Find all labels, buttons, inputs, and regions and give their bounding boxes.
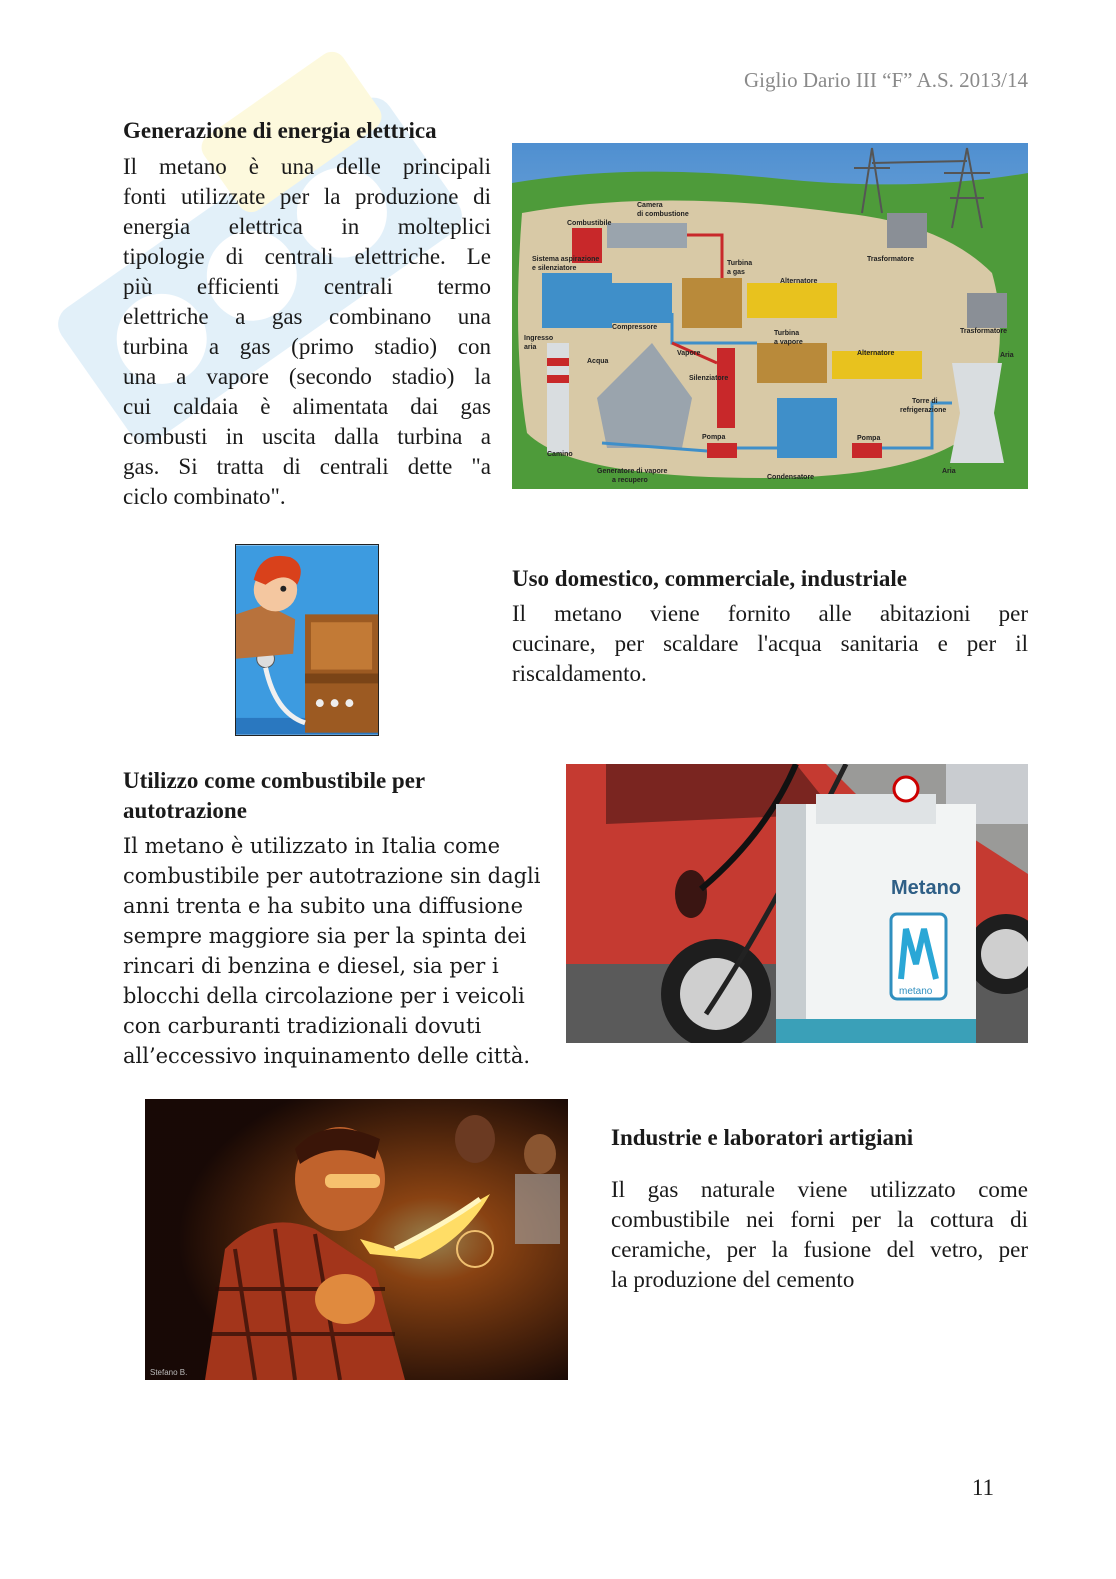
text-line: sempre maggiore sia per la spinta dei [123, 924, 527, 948]
text-line: combustibile per autotrazione sin dagli [123, 864, 541, 888]
text-line: elettriche a gas combinano una [123, 304, 491, 329]
text-line: rincari di benzina e diesel, sia per i [123, 954, 499, 978]
diagram-label: Combustibile [567, 220, 612, 227]
section-title-energia: Generazione di energia elettrica [123, 118, 437, 143]
text-line: Il metano viene fornito alle abitazioni per [512, 601, 1028, 626]
diagram-label: Alternatore [780, 278, 818, 285]
text-line: la produzione del cemento [611, 1267, 855, 1292]
diagram-label: Camera [637, 202, 663, 209]
page-number: 11 [971, 1475, 994, 1500]
page-header: Giglio Dario III “F” A.S. 2013/14 [743, 68, 1028, 92]
diagram-label: Pompa [702, 434, 726, 441]
diagram-label: Camino [547, 451, 573, 458]
text-line: più efficienti centrali termo [123, 274, 491, 299]
diagram-label: a recupero [612, 477, 648, 484]
section-title-domestico: Uso domestico, commerciale, industriale [512, 566, 907, 591]
diagram-label: di combustione [637, 211, 689, 218]
power-plant-diagram [512, 143, 1028, 489]
diagram-label: Vapore [677, 350, 701, 357]
pump-brand: metano [899, 986, 933, 997]
text-line: Il metano è una delle principali [123, 154, 491, 179]
section-text-energia [123, 152, 491, 512]
text-line: cui caldaia è alimentata dai gas [123, 394, 491, 419]
text-line: una a vapore (secondo stadio) la [123, 364, 491, 389]
text-line: blocchi della circolazione per i veicoli [123, 984, 525, 1008]
text-line: combustibile nei forni per la cottura di [611, 1207, 1028, 1232]
title-line: autotrazione [123, 798, 247, 823]
text-line: all’eccessivo inquinamento delle città. [123, 1044, 531, 1068]
photo-credit: Stefano B. [150, 1368, 188, 1377]
diagram-label: e silenziatore [532, 265, 577, 272]
diagram-label: aria [524, 344, 537, 351]
diagram-label: Alternatore [857, 350, 895, 357]
kitchen-stove-illustration [235, 544, 379, 736]
diagram-label: refrigerazione [900, 407, 947, 414]
diagram-label: Torre di [912, 398, 938, 405]
section-text-autotrazione [123, 831, 543, 1071]
car-refueling-photo [566, 764, 1028, 1043]
diagram-label: Acqua [587, 358, 609, 365]
text-line: turbina a gas (primo stadio) con [123, 334, 491, 359]
text-line: combusti in uscita dalla turbina a [123, 424, 491, 449]
text-line: tipologie di centrali elettriche. Le [123, 244, 491, 269]
diagram-label: Trasformatore [960, 328, 1008, 335]
section-title-autotrazione [123, 766, 425, 826]
glassblower-photo [145, 1099, 568, 1380]
pump-label: Metano [891, 877, 961, 899]
diagram-label: Turbina [774, 330, 800, 337]
text-line: ciclo combinato". [123, 484, 286, 509]
diagram-label: Sistema aspirazione [532, 256, 600, 263]
text-line: riscaldamento. [512, 661, 647, 686]
text-line: Il gas naturale viene utilizzato come [611, 1177, 1028, 1202]
diagram-label: Turbina [727, 260, 753, 267]
diagram-label: Condensatore [767, 474, 815, 481]
title-line: Utilizzo come combustibile per [123, 768, 426, 793]
diagram-label: a vapore [774, 339, 803, 346]
text-line: Il metano è utilizzato in Italia come [123, 834, 500, 858]
section-text-domestico [512, 599, 1028, 689]
text-line: con carburanti tradizionali dovuti [123, 1014, 482, 1038]
section-title-industrie: Industrie e laboratori artigiani [611, 1125, 914, 1150]
diagram-label: a gas [727, 269, 745, 276]
diagram-label: Pompa [857, 435, 881, 442]
diagram-label: Aria [942, 468, 956, 475]
text-line: cucinare, per scaldare l'acqua sanitaria e per il [512, 631, 1028, 656]
diagram-label: Aria [1000, 352, 1014, 359]
text-line: fonti utilizzate per la produzione di [123, 184, 491, 209]
text-line: anni trenta e ha subito una diffusione [123, 894, 524, 918]
diagram-label: Ingresso [524, 335, 554, 342]
text-line: ceramiche, per la fusione del vetro, per [611, 1237, 1028, 1262]
diagram-label: Silenziatore [689, 375, 729, 382]
diagram-label: Generatore di vapore [597, 468, 668, 475]
diagram-label: Trasformatore [867, 256, 915, 263]
diagram-label: Compressore [612, 324, 658, 331]
section-text-industrie [611, 1175, 1028, 1295]
text-line: energia elettrica in molteplici [123, 214, 491, 239]
text-line: gas. Si tratta di centrali dette "a [123, 454, 491, 479]
